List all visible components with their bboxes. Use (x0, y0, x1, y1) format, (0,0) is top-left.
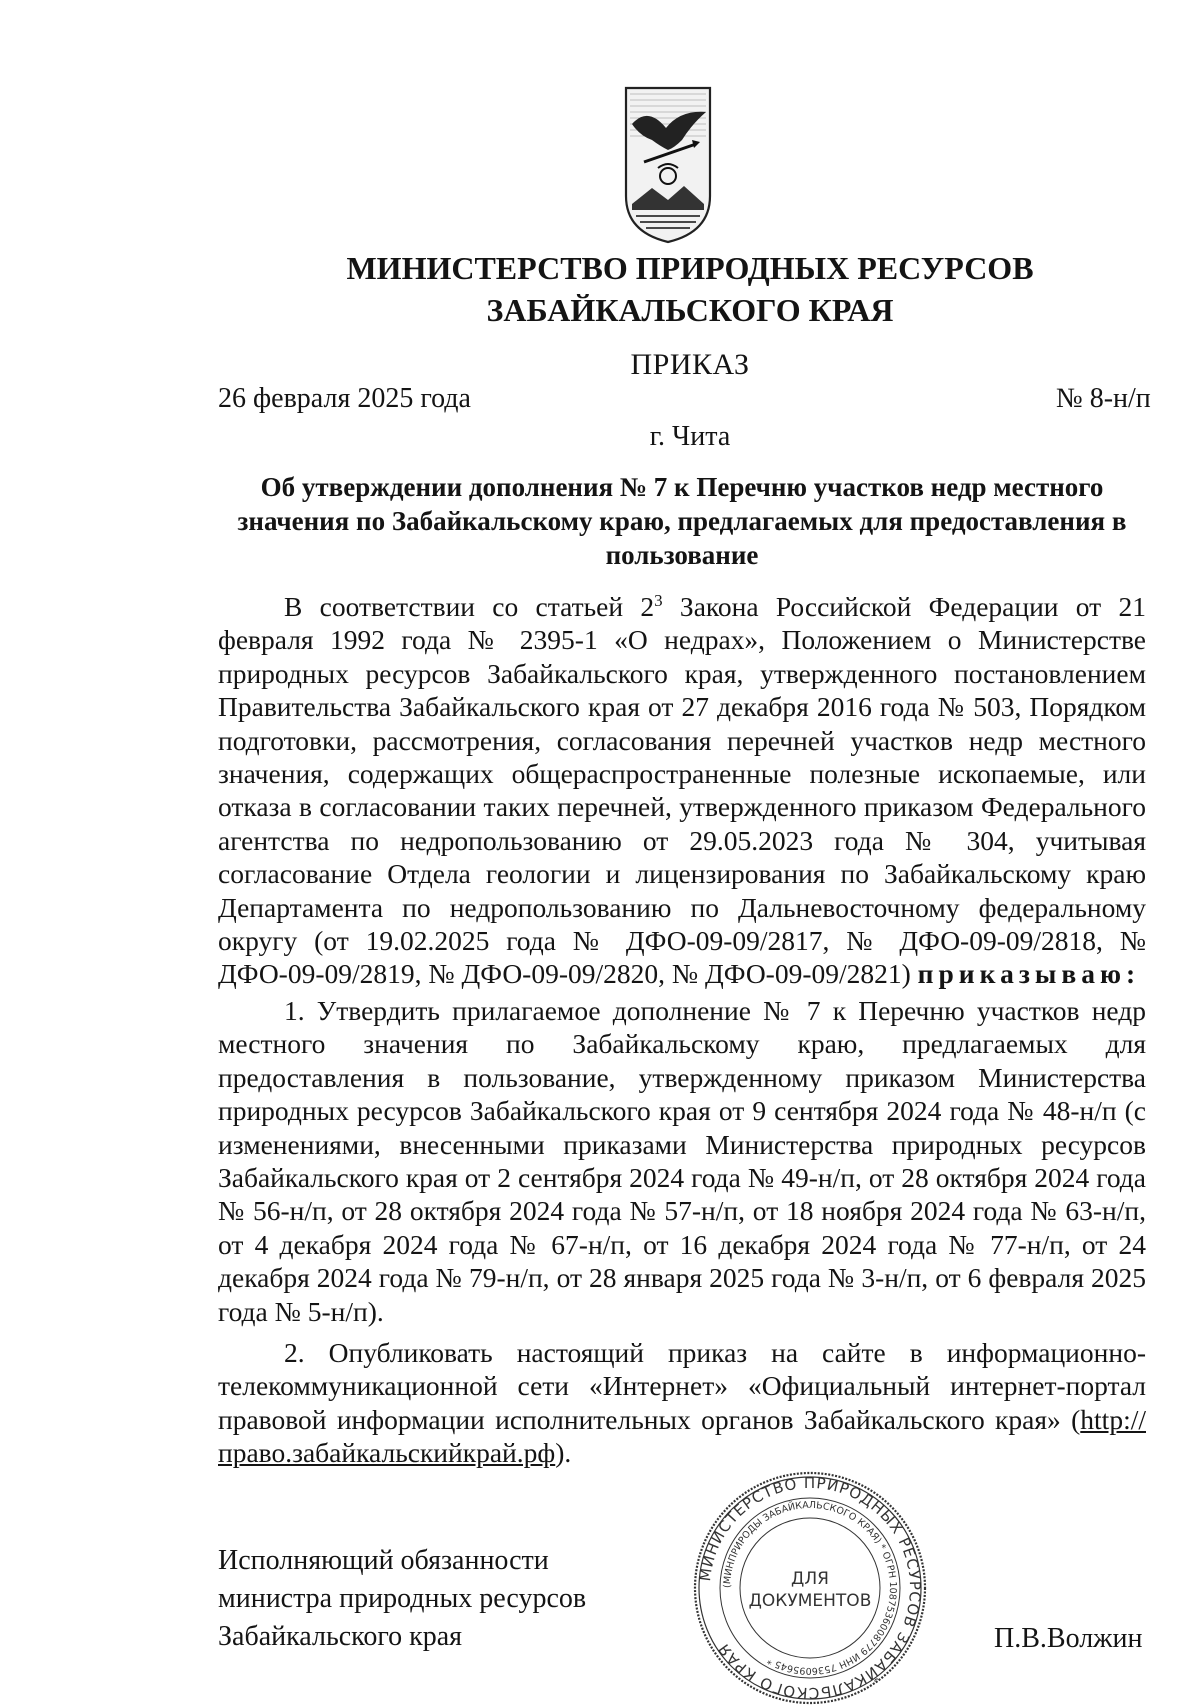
coat-of-arms-icon (622, 84, 714, 244)
signatory-position-line3: Забайкальского края (218, 1621, 463, 1652)
item-2-tail: ). (555, 1437, 572, 1469)
signatory-position-line2: министра природных ресурсов (218, 1583, 587, 1614)
document-number: № 8-н/п (1056, 383, 1151, 414)
stamp-outer-text: МИНИСТЕРСТВО ПРИРОДНЫХ РЕСУРСОВ ЗАБАЙКАЛЬСКОГО КРАЯ (696, 1473, 925, 1703)
document-city: г. Чита (649, 421, 731, 452)
item-1-paragraph: 1. Утвердить прилагаемое дополнение № 7 к Перечню участков недр местного значения по Забайкальскому краю, предлагаемых для предоставления в пользование, утвержденному приказом Министерства природных ресурсов Забайкальского края от 9 сентября 2024 года № 48-н/п (с изменениями, внесенными приказами Министерства природных ресурсов Забайкальского края от 2 сентября 2024 года № 49-н/п, от 28 октября 2024 года № 56-н/п, от 28 октября 2024 года № 57-н/п, от 18 ноября 2024 года № 63-н/п, от 4 декабря 2024 года № 67-н/п, от 16 декабря 2024 года № 77-н/п, от 24 декабря 2024 года № 79-н/п, от 28 января 2025 года № 3-н/п, от 6 февраля 2025 года № 5-н/п). (218, 994, 1146, 1327)
stamp-inner-text: (МИНПРИРОДЫ ЗАБАЙКАЛЬСКОГО КРАЯ) * ОГРН 1087536008779 ИНН 7536095645 * (721, 1499, 899, 1677)
item-2-paragraph (218, 1336, 1146, 1470)
document-date: 26 февраля 2025 года (218, 383, 471, 414)
signatory-name: П.В.Волжин (994, 1623, 1143, 1654)
stamp-center-line1: ДЛЯ (791, 1569, 829, 1589)
signatory-position (218, 1542, 586, 1656)
document-title: Об утверждении дополнения № 7 к Перечню участков недр местного значения по Забайкальскому краю, предлагаемых для предоставления в пользование (237, 472, 1127, 570)
official-stamp-icon (690, 1468, 930, 1708)
document-type: ПРИКАЗ (630, 348, 750, 381)
preamble-paragraph (218, 590, 1146, 991)
document-body (218, 590, 1146, 1470)
preamble-part1: В соответствии со статьей 2 (284, 591, 655, 622)
signatory-position-line1: Исполняющий обязанности (218, 1545, 549, 1576)
preamble-part2: Закона Российской Федерации от 21 февраля 1992 года № 2395-1 «О недрах», Положением о Министерстве природных ресурсов Забайкальского края, утвержденного постановлением Правительства Забайкальского края от 27 декабря 2016 года № 503, Порядком подготовки, рассмотрения, согласования перечней участков недр местного значения, содержащих общераспространенные полезные ископаемые, или отказа в согласовании таких перечней, утвержденного приказом Федерального агентства по недропользованию от 29.05.2023 года № 304, учитывая согласование Отдела геологии и лицензирования по Забайкальскому краю Департамента по недропользованию по Дальневосточному федеральному округу (от 19.02.2025 года № ДФО-09-09/2817, № ДФО-09-09/2818, № ДФО-09-09/2819, № ДФО-09-09/2820, № ДФО-09-09/2821) (218, 591, 1146, 990)
stamp-center-line2: ДОКУМЕНТОВ (748, 1591, 872, 1611)
order-word: приказываю: (917, 958, 1141, 990)
portal-link[interactable]: http://право.забайкальскийкрай.рф (218, 1403, 1146, 1469)
item-2-text: 2. Опубликовать настоящий приказ на сайте в информационно-телекоммуникационной сети «Интернет» «Официальный интернет-портал правовой информации исполнительных органов Забайкальского края» ( (218, 1336, 1146, 1435)
article-superscript: 3 (654, 590, 663, 610)
ministry-name-line1: МИНИСТЕРСТВО ПРИРОДНЫХ РЕСУРСОВ (346, 250, 1034, 286)
ministry-name-line2: ЗАБАЙКАЛЬСКОГО КРАЯ (486, 292, 894, 328)
